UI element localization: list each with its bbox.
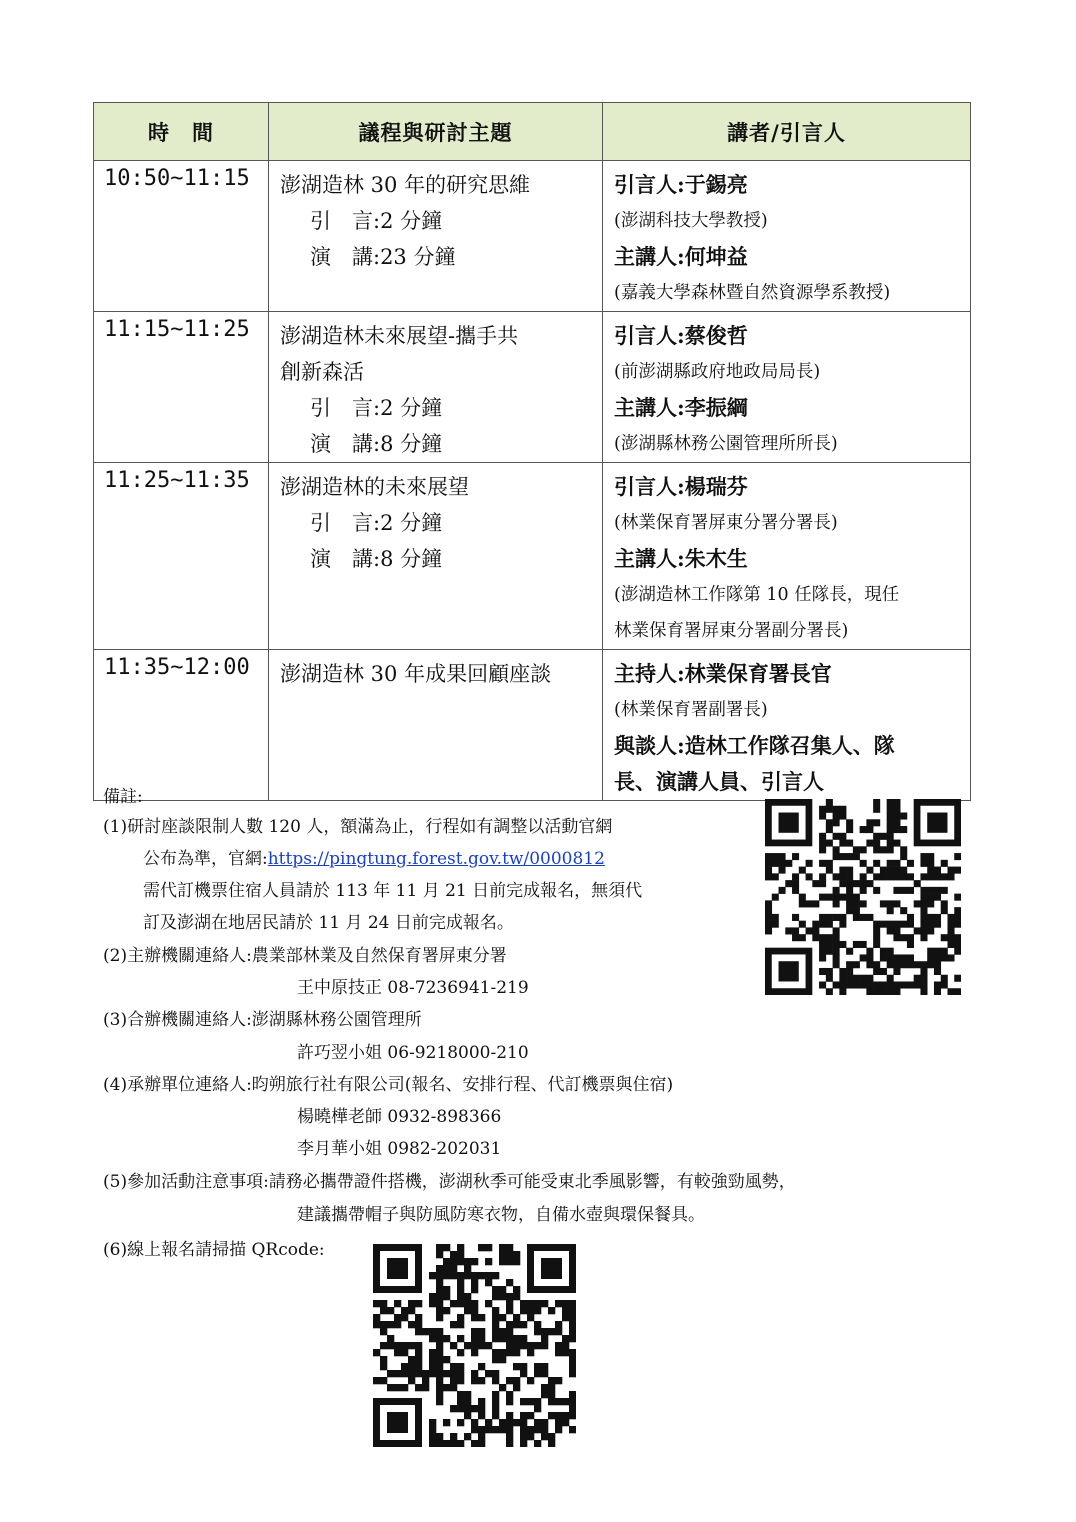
speaker-name: 主持人:林業保育署長官 (614, 661, 832, 686)
note-5-line-2: 建議攜帶帽子與防風防寒衣物，自備水壺與環保餐具。 (297, 1205, 705, 1225)
note-1-line-3: 需代訂機票住宿人員請於 113 年 11 月 21 日前完成報名，無須代 (143, 881, 643, 901)
speaker-affiliation: 林業保育署屏東分署副分署長) (614, 621, 849, 641)
official-site-link[interactable]: https://pingtung.forest.gov.tw/0000812 (267, 849, 605, 869)
table-row (94, 312, 971, 463)
time-cell: 11:15~11:25 (94, 312, 269, 463)
speaker-cell (603, 161, 971, 312)
table-row (94, 650, 971, 801)
speaker-name: 主講人:何坤益 (614, 244, 748, 269)
agenda-table (93, 102, 971, 801)
topic-duration: 引 言:2 分鐘 (310, 209, 443, 233)
note-1-line-1: (1)研討座談限制人數 120 人，額滿為止，行程如有調整以活動官網 (103, 817, 613, 837)
topic-cell (269, 312, 603, 463)
topic-duration: 演 講:8 分鐘 (310, 432, 443, 456)
header-time: 時 間 (94, 103, 269, 161)
note-1-line-2 (143, 848, 605, 870)
speaker-name: 主講人:李振綱 (614, 395, 748, 420)
note-4-line-3: 李月華小姐 0982-202031 (297, 1139, 502, 1159)
topic-cell (269, 463, 603, 650)
header-topic: 議程與研討主題 (269, 103, 603, 161)
table-row (94, 161, 971, 312)
time-cell: 11:35~12:00 (94, 650, 269, 801)
speaker-name: 主講人:朱木生 (614, 546, 748, 571)
time-cell: 11:25~11:35 (94, 463, 269, 650)
speaker-affiliation: (林業保育署屏東分署分署長) (614, 513, 838, 533)
topic-title: 澎湖造林 30 年的研究思維 (280, 173, 531, 197)
qr-code-icon[interactable] (373, 1244, 576, 1447)
topic-title: 創新森活 (280, 360, 364, 384)
qr-code-icon[interactable] (765, 799, 961, 995)
note-2-line-1: (2)主辦機關連絡人:農業部林業及自然保育署屏東分署 (103, 946, 507, 966)
topic-duration: 引 言:2 分鐘 (310, 396, 443, 420)
time-cell: 10:50~11:15 (94, 161, 269, 312)
speaker-cell (603, 650, 971, 801)
topic-title: 澎湖造林的未來展望 (280, 475, 469, 499)
speaker-name: 引言人:楊瑞芬 (614, 474, 748, 499)
note-4-line-2: 楊曉樺老師 0932-898366 (297, 1107, 502, 1127)
topic-cell (269, 650, 603, 801)
note-2-line-2: 王中原技正 08-7236941-219 (297, 978, 529, 998)
speaker-name: 與談人:造林工作隊召集人、隊 (614, 733, 895, 758)
speaker-affiliation: (林業保育署副署長) (614, 700, 768, 720)
speaker-affiliation: (澎湖科技大學教授) (614, 211, 768, 231)
note-1-prefix: 公布為準，官網: (143, 849, 268, 869)
note-3-line-2: 許巧翌小姐 06-9218000-210 (297, 1043, 529, 1063)
topic-title: 澎湖造林 30 年成果回顧座談 (280, 662, 552, 686)
topic-duration: 引 言:2 分鐘 (310, 511, 443, 535)
topic-title: 澎湖造林未來展望-攜手共 (280, 324, 519, 348)
speaker-affiliation: (澎湖造林工作隊第 10 任隊長，現任 (614, 585, 900, 605)
note-5-line-1: (5)參加活動注意事項:請務必攜帶證件搭機，澎湖秋季可能受東北季風影響，有較強勁風勢， (103, 1172, 796, 1192)
speaker-affiliation: (前澎湖縣政府地政局局長) (614, 362, 821, 382)
topic-duration: 演 講:8 分鐘 (310, 547, 443, 571)
note-3-line-1: (3)合辦機關連絡人:澎湖縣林務公園管理所 (103, 1010, 422, 1030)
speaker-name: 引言人:蔡俊哲 (614, 323, 748, 348)
speaker-cell (603, 312, 971, 463)
speaker-affiliation: (澎湖縣林務公園管理所所長) (614, 434, 838, 454)
note-6-line: (6)線上報名請掃描 QRcode: (103, 1240, 325, 1260)
speaker-affiliation: (嘉義大學森林暨自然資源學系教授) (614, 283, 891, 303)
speaker-name: 長、演講人員、引言人 (614, 769, 824, 794)
header-speaker: 講者/引言人 (603, 103, 971, 161)
note-4-line-1: (4)承辦單位連絡人:昀朔旅行社有限公司(報名、安排行程、代訂機票與住宿) (103, 1075, 674, 1095)
table-header-row (94, 103, 971, 161)
speaker-name: 引言人:于錫亮 (614, 172, 748, 197)
topic-duration: 演 講:23 分鐘 (310, 245, 456, 269)
table-row (94, 463, 971, 650)
notes-title: 備註: (103, 787, 143, 807)
note-1-line-4: 訂及澎湖在地居民請於 11 月 24 日前完成報名。 (143, 913, 514, 933)
speaker-cell (603, 463, 971, 650)
topic-cell (269, 161, 603, 312)
